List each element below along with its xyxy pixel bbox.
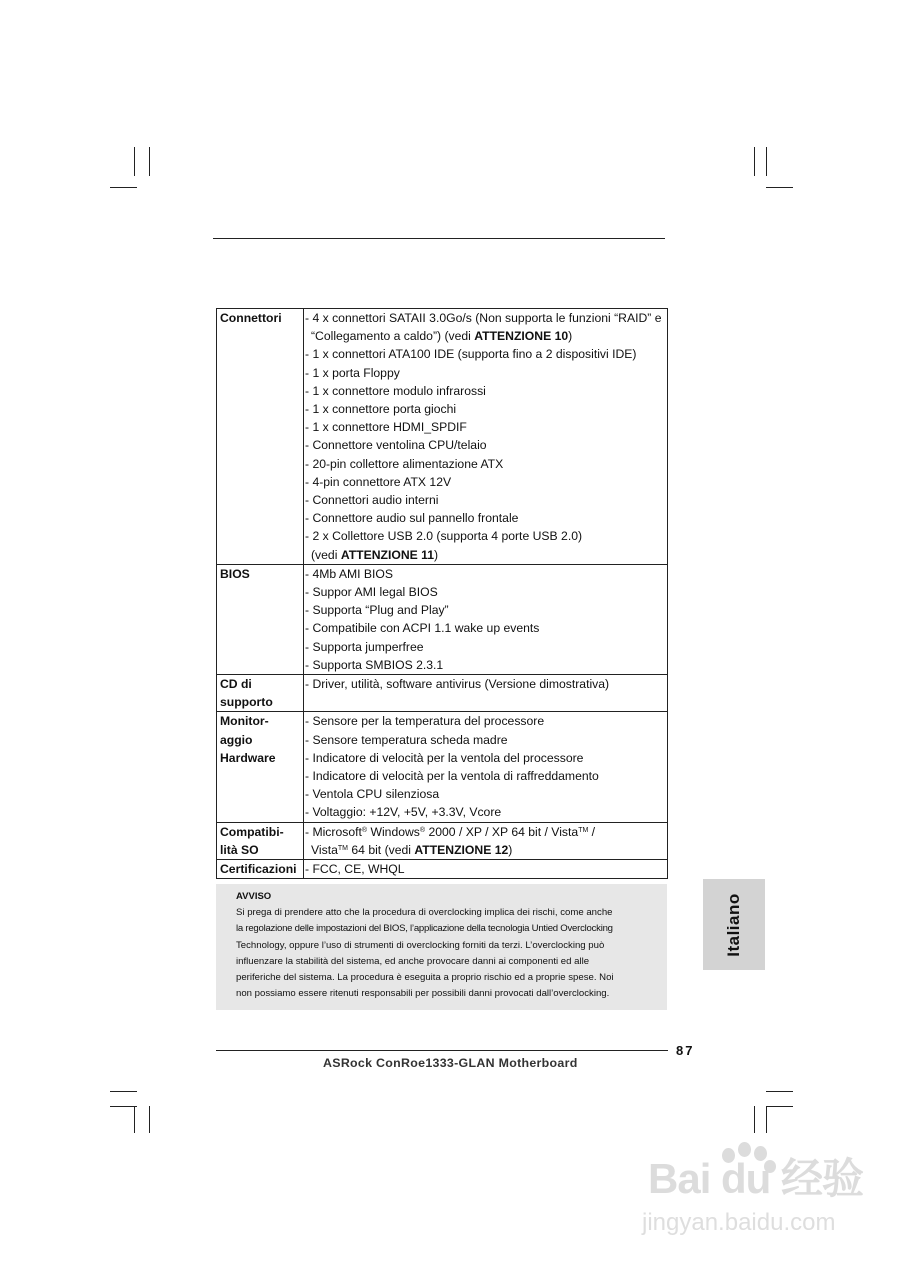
spec-value-line: - Supporta “Plug and Play” xyxy=(305,603,449,618)
crop-mark xyxy=(766,147,767,176)
spec-value-line: - 1 x connettori ATA100 IDE (supporta fino a 2 dispositivi IDE) xyxy=(305,347,637,362)
watermark-url: jingyan.baidu.com xyxy=(642,1209,836,1236)
spec-value-line: - Connettore audio sul pannello frontale xyxy=(305,511,519,526)
spec-label-line: Monitor- xyxy=(220,714,269,729)
spec-value-line: - Sensore per la temperatura del processore xyxy=(305,714,545,729)
page-number: 87 xyxy=(676,1043,695,1058)
spec-value-line: - 1 x connettore HDMI_SPDIF xyxy=(305,420,467,435)
spec-value-line: - 4 x connettori SATAII 3.0Go/s (Non supporta le funzioni “RAID” e xyxy=(305,311,662,325)
crop-mark xyxy=(149,1106,150,1133)
spec-value-line: - 4Mb AMI BIOS xyxy=(305,566,394,581)
warning-line: non possiamo essere ritenuti responsabili per possibili danni provocati dall’overclocking. xyxy=(236,988,610,1000)
warning-title: AVVISO xyxy=(236,891,272,902)
spec-value-line: - Connettore ventolina CPU/telaio xyxy=(305,438,487,453)
spec-value-line: - Connettori audio interni xyxy=(305,493,439,508)
language-tab-label: Italiano xyxy=(724,893,743,957)
crop-mark xyxy=(754,1106,755,1133)
crop-mark xyxy=(754,147,755,176)
spec-value-line: “Collegamento a caldo”) (vedi ATTENZIONE 10) xyxy=(311,329,573,344)
spec-value-line: - Microsoft® Windows® 2000 / XP / XP 64 bit / Vista™ / xyxy=(305,824,596,839)
spec-value-line: - Supporta jumperfree xyxy=(305,639,424,654)
spec-label-line: lità SO xyxy=(220,842,259,857)
spec-table xyxy=(216,308,668,879)
crop-mark xyxy=(766,1106,793,1107)
spec-value xyxy=(304,860,668,879)
spec-label xyxy=(217,712,304,822)
spec-label xyxy=(217,309,304,565)
spec-value-line: - Indicatore di velocità per la ventola di raffreddamento xyxy=(305,769,599,784)
warning-line: Si prega di prendere atto che la procedura di overclocking implica dei rischi, come anche xyxy=(236,907,613,918)
spec-label-line: Compatibi- xyxy=(220,824,284,839)
crop-mark xyxy=(110,1106,137,1107)
spec-table-body xyxy=(217,309,668,879)
crop-mark xyxy=(766,187,793,188)
warning-text xyxy=(236,905,656,1003)
spec-label-line: Certificazioni xyxy=(220,862,297,877)
footer-rule xyxy=(216,1050,668,1051)
spec-value-line: - 1 x connettore modulo infrarossi xyxy=(305,383,486,398)
baidu-watermark xyxy=(640,1138,864,1258)
spec-value-line: - Suppor AMI legal BIOS xyxy=(305,585,438,600)
spec-value-line: - Indicatore di velocità per la ventola del processore xyxy=(305,750,584,765)
spec-value-line: - Driver, utilità, software antivirus (Versione dimostrativa) xyxy=(305,677,610,692)
spec-value xyxy=(304,712,668,822)
spec-value-line: Vista™ 64 bit (vedi ATTENZIONE 12) xyxy=(311,842,513,857)
spec-value-line: - 1 x porta Floppy xyxy=(305,365,400,380)
spec-row xyxy=(217,675,668,712)
spec-value-line: - Sensore temperatura scheda madre xyxy=(305,732,508,747)
spec-value xyxy=(304,309,668,565)
spec-row xyxy=(217,860,668,879)
spec-value-line: - Voltaggio: +12V, +5V, +3.3V, Vcore xyxy=(305,805,502,820)
spec-value-line: - 1 x connettore porta giochi xyxy=(305,402,457,417)
crop-mark xyxy=(766,1106,767,1133)
spec-value-line: - Compatibile con ACPI 1.1 wake up events xyxy=(305,621,540,636)
spec-value-line: (vedi ATTENZIONE 11) xyxy=(311,547,439,562)
spec-label-line: BIOS xyxy=(220,566,250,581)
crop-mark xyxy=(110,187,137,188)
spec-value-line: - Ventola CPU silenziosa xyxy=(305,787,440,802)
warning-line: la regolazione delle impostazioni del BIOS, l’applicazione della tecnologia Untied Overclocking xyxy=(236,923,613,935)
spec-value-line: - 4-pin connettore ATX 12V xyxy=(305,474,452,489)
spec-label-line: CD di xyxy=(220,677,252,692)
spec-label-line: Hardware xyxy=(220,750,276,765)
spec-value-line: - 2 x Collettore USB 2.0 (supporta 4 porte USB 2.0) xyxy=(305,529,583,544)
footer-title: ASRock ConRoe1333-GLAN Motherboard xyxy=(323,1056,578,1070)
header-rule xyxy=(213,238,665,239)
spec-value xyxy=(304,822,668,859)
crop-mark xyxy=(766,1091,793,1092)
spec-label xyxy=(217,564,304,674)
spec-value-line: - 20-pin collettore alimentazione ATX xyxy=(305,456,504,471)
spec-value-line: - FCC, CE, WHQL xyxy=(305,862,405,877)
warning-line: Technology, oppure l’uso di strumenti di overclocking forniti da terzi. L’overclocking può xyxy=(236,939,605,951)
crop-mark xyxy=(110,1091,137,1092)
spec-label-line: Connettori xyxy=(220,311,282,325)
spec-label xyxy=(217,822,304,859)
spec-label xyxy=(217,675,304,712)
warning-line: periferiche del sistema. La procedura è eseguita a proprio rischio ed a proprie spese. Noi xyxy=(236,972,614,984)
spec-label-line: aggio xyxy=(220,732,253,747)
spec-value xyxy=(304,675,668,712)
spec-row xyxy=(217,822,668,859)
spec-row xyxy=(217,712,668,822)
crop-mark xyxy=(134,1106,135,1133)
spec-label xyxy=(217,860,304,879)
crop-mark xyxy=(149,147,150,176)
spec-row xyxy=(217,309,668,565)
warning-line: influenzare la stabilità del sistema, ed anche provocare danni ai componenti ed alle xyxy=(236,955,590,967)
spec-label-line: supporto xyxy=(220,695,273,710)
crop-mark xyxy=(134,147,135,176)
watermark-logo: Bai du 经验 xyxy=(648,1155,864,1202)
spec-row xyxy=(217,564,668,674)
spec-value xyxy=(304,564,668,674)
spec-value-line: - Supporta SMBIOS 2.3.1 xyxy=(305,657,444,672)
